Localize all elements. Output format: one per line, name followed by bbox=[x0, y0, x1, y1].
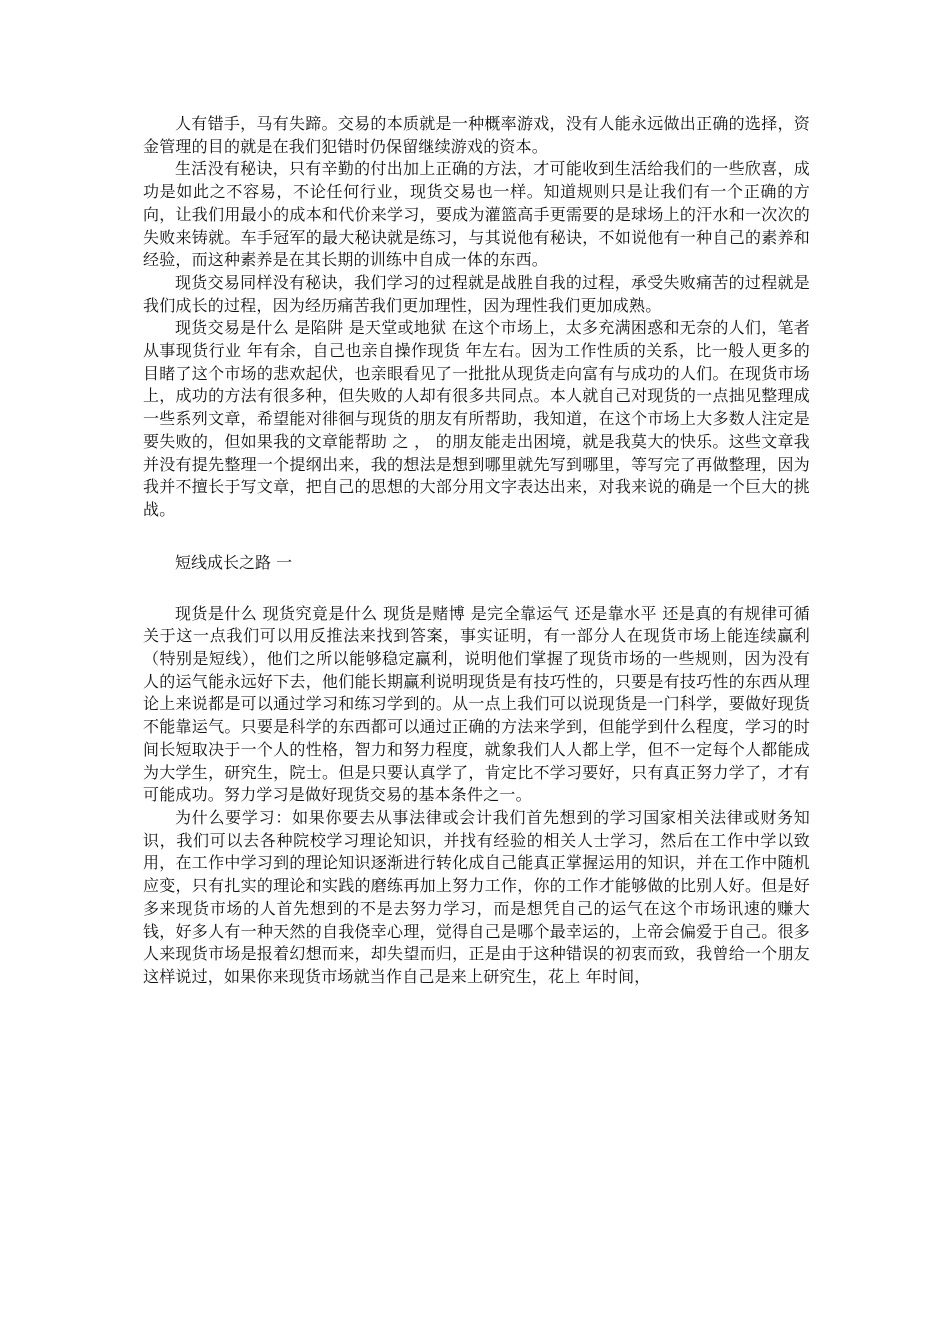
section-heading: 短线成长之路 一 bbox=[175, 552, 293, 572]
paragraph-2: 生活没有秘诀，只有辛勤的付出加上正确的方法，才可能收到生活给我们的一些欣喜，成功是如此之不容易，不论任何行业，现货交易也一样。知道规则只是让我们有一个正确的方向，让我们用最小的成本和代价来学习，要成为灌篮高手更需要的是球场上的汗水和一次次的失败来铸就。车手冠军的最大秘诀就是练习，与其说他有秘诀，不如说他有一种自己的素养和经验，而这种素养是在其长期的训练中自成一体的东西。 bbox=[143, 159, 810, 270]
paragraph-4: 现货交易是什么 是陷阱 是天堂或地狱 在这个市场上，太多充满困惑和无奈的人们，笔者从事现货行业 年有余，自己也亲自操作现货 年左右。因为工作性质的关系，比一般人更多的目睹了这个市场的悲欢起伏，也亲眼看见了一批批从现货走向富有与成功的人们。在现货市场上，成功的方法有很多种，但失败的人却有很多共同点。本人就自己对现货的一点拙见整理成一些系列文章，希望能对徘徊与现货的朋友有所帮助，我知道，在这个市场上大多数人注定是要失败的，但如果我的文章能帮助 之 ， 的朋友能走出困境，就是我莫大的快乐。这些文章我并没有提先整理一个提纲出来，我的想法是想到哪里就先写到哪里，等写完了再做整理，因为我并不擅长于写文章，把自己的思想的大部分用文字表达出来，对我来说的确是一个巨大的挑战。 bbox=[143, 318, 810, 519]
paragraph-6: 为什么要学习：如果你要去从事法律或会计我们首先想到的学习国家相关法律或财务知识，我们可以去各种院校学习理论知识，并找有经验的相关人士学习，然后在工作中学以致用，在工作中学习到的理论知识逐渐进行转化成自己能真正掌握运用的知识，并在工作中随机应变，只有扎实的理论和实践的磨练再加上努力工作，你的工作才能够做的比别人好。但是好多来现货市场的人首先想到的不是去努力学习，而是想凭自己的运气在这个市场讯速的赚大钱，好多人有一种天然的自我侥幸心理，觉得自己是哪个最幸运的，上帝会偏爱于自己。很多人来现货市场是报着幻想而来，却失望而归，正是由于这种错误的初衷而致，我曾给一个朋友这样说过，如果你来现货市场就当作自己是来上研究生，花上 年时间， bbox=[143, 807, 810, 986]
paragraph-3: 现货交易同样没有秘诀，我们学习的过程就是战胜自我的过程，承受失败痛苦的过程就是我们成长的过程，因为经历痛苦我们更加理性，因为理性我们更加成熟。 bbox=[143, 272, 810, 315]
document-page bbox=[143, 113, 810, 989]
paragraph-1: 人有错手，马有失蹄。交易的本质就是一种概率游戏，没有人能永远做出正确的选择，资金管理的目的就是在我们犯错时仍保留继续游戏的资本。 bbox=[143, 114, 810, 156]
paragraph-5: 现货是什么 现货究竟是什么 现货是赌博 是完全靠运气 还是靠水平 还是真的有规律可循 关于这一点我们可以用反推法来找到答案，事实证明，有一部分人在现货市场上能连续赢利（特别是短线），他们之所以能够稳定赢利，说明他们掌握了现货市场的一些规则，因为没有人的运气能永远好下去，他们能长期赢利说明现货是有技巧性的，只要是有技巧性的东西从理论上来说都是可以通过学习和练习学到的。从一点上我们可以说现货是一门科学，要做好现货不能靠运气。只要是科学的东西都可以通过正确的方法来学到，但能学到什么程度，学习的时间长短取决于一个人的性格，智力和努力程度，就象我们人人都上学，但不一定每个人都能成为大学生，研究生，院士。但是只要认真学了，肯定比不学习要好，只有真正努力学了，才有可能成功。努力学习是做好现货交易的基本条件之一。 bbox=[143, 603, 810, 805]
